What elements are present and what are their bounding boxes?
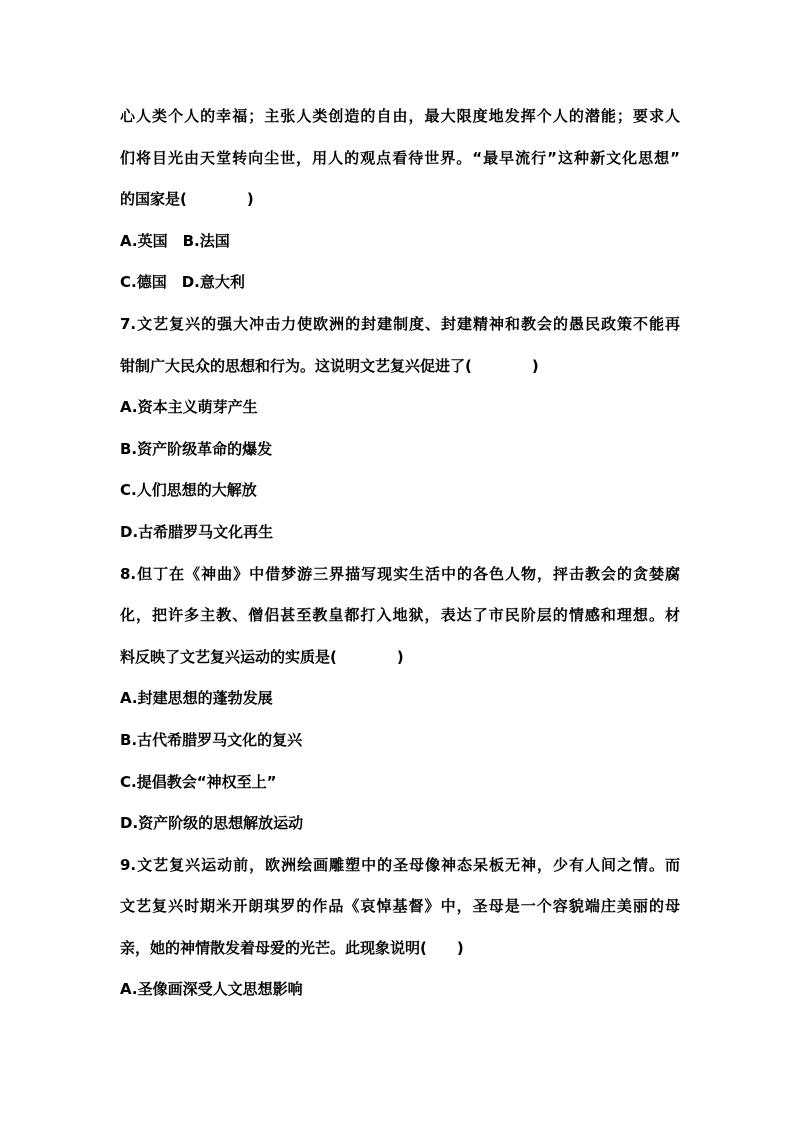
text-line: 的国家是( ) [120,190,254,209]
answer-option: B.古代希腊罗马文化的复兴 [120,730,303,749]
text-line: 化，把许多主教、僧侣甚至教皇都打入地狱，表达了市民阶层的情感和理想。材 [120,606,680,625]
answer-option: C.人们思想的大解放 [120,481,257,500]
text-line: 心人类个人的幸福；主张人类创造的自由，最大限度地发挥个人的潜能；要求人 [120,107,680,125]
question-7: 7.文艺复兴的强大冲击力使欧洲的封建制度、封建精神和教会的愚民政策不能再 [120,314,680,333]
text-line: 钳制广大民众的思想和行为。这说明文艺复兴促进了( ) [120,356,539,375]
text-line: 们将目光由天堂转向尘世，用人的观点看待世界。“最早流行”这种新文化思想” [120,148,680,167]
text-line: 料反映了文艺复兴运动的实质是( ) [120,647,404,666]
answer-option: C.提倡教会“神权至上” [120,772,277,791]
text-line: 亲，她的神情散发着母爱的光芒。此现象说明( ) [120,938,464,957]
answer-option: A.英国 B.法国 [120,231,230,250]
answer-option: D.资产阶级的思想解放运动 [120,814,304,833]
answer-option: A.资本主义萌芽产生 [120,398,258,417]
answer-option: C.德国 D.意大利 [120,273,245,292]
answer-option: A.封建思想的蓬勃发展 [120,689,273,708]
answer-option: A.圣像画深受人文思想影响 [120,980,303,999]
question-8: 8.但丁在《神曲》中借梦游三界描写现实生活中的各色人物，抨击教会的贪婪腐 [120,564,680,583]
answer-option: B.资产阶级革命的爆发 [120,439,273,458]
document-page [120,96,680,1011]
text-line: 文艺复兴时期米开朗琪罗的作品《哀悼基督》中，圣母是一个容貌端庄美丽的母 [120,897,680,916]
answer-option: D.古希腊罗马文化再生 [120,522,274,541]
question-9: 9.文艺复兴运动前，欧洲绘画雕塑中的圣母像神态呆板无神，少有人间之情。而 [120,855,680,874]
